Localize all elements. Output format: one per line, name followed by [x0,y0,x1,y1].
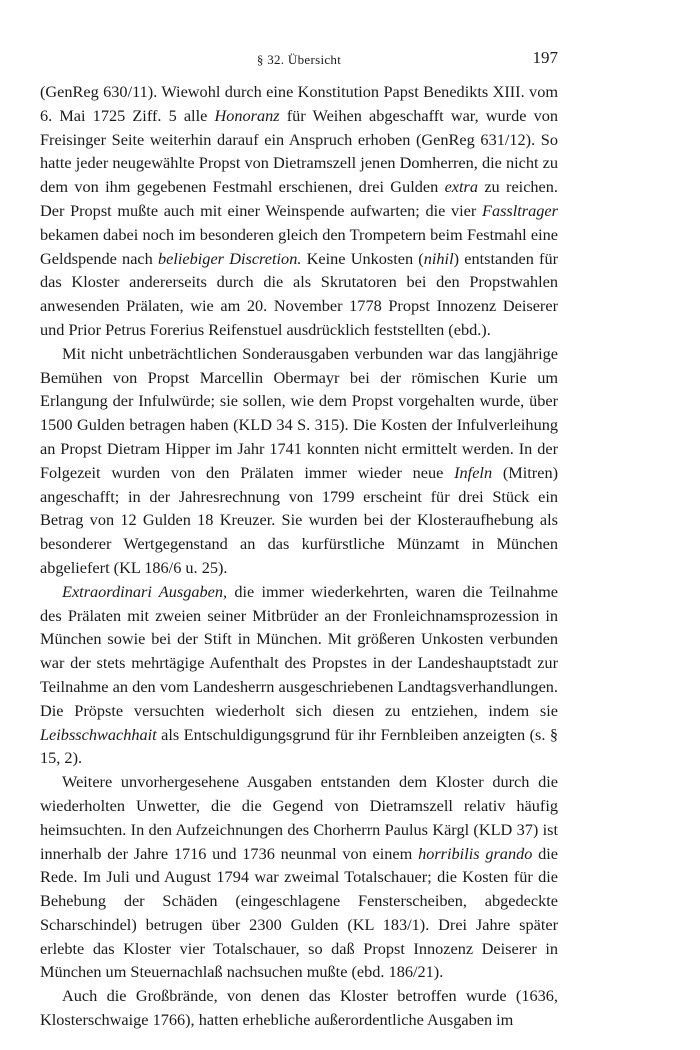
emphasized-term: Honoranz [214,105,280,125]
section-title: § 32. Übersicht [256,52,342,67]
emphasized-term: Leibsschwachhait [40,724,157,744]
text-run: Keine Unkosten ( [301,248,424,268]
text-run: Mit nicht unbeträchtlichen Sonderausgaben verbunden war das langjährige Bemühen von Propst Marcellin Obermayr bei der römischen Kurie um Erlangung der Infulwürde; sie sollen, wie dem Propst vorgehalten wurde, über 1500 Gulden betragen haben (KLD 34 S. 315). Die Kosten der Infulverleihung an Propst Dietram Hipper im Jahr 1741 konnten nicht ermittelt werden. In der Folgezeit wurden von den Prälaten immer wieder neue [40,343,558,482]
emphasized-term: beliebiger Discretion. [158,248,302,268]
paragraph [40,984,558,1032]
emphasized-term: Fassltrager [482,200,558,220]
emphasized-term: Infeln [454,462,493,482]
book-page [40,46,558,1032]
paragraph [40,770,558,984]
text-run: die Rede. Im Juli und August 1794 war zweimal Totalschauer; die Kosten für die Behebung der Schäden (eingeschlagene Fensterscheiben, abgedeckte Scharschindel) betrugen über 2300 Gulden (KL 183/1). Drei Jahre später erlebte das Kloster vier Totalschauer, so daß Propst Innozenz Deiserer in München um Steuernachlaß nachsuchen mußte (ebd. 186/21). [40,843,559,982]
emphasized-term: nihil [423,248,454,268]
text-run: bekamen dabei noch im besonderen gleich den Trompetern beim Festmahl eine Geldspende nach [40,224,558,268]
text-run: Auch die Großbrände, von denen das Kloster betroffen wurde (1636, Klosterschwaige 1766), hatten erhebliche außerordentliche Ausgaben im [40,986,558,1030]
paragraph [40,580,558,770]
paragraph [40,342,558,580]
emphasized-term: Extraordinari Ausgaben, [62,581,228,601]
emphasized-term: extra [444,177,479,197]
text-run: als Entschuldigungsgrund für ihr Fernbleiben anzeigten (s. § 15, 2). [40,724,558,768]
emphasized-term: horribilis grando [418,843,533,863]
running-header [40,46,558,70]
text-run: die immer wiederkehrten, waren die Teilnahme des Prälaten mit zweien seiner Mitbrüder an der Fronleichnamsprozession in München sowie bei der Stift in München. Mit größeren Unkosten verbunden war der stets mehrtägige Aufenthalt des Propstes in der Landeshauptstadt zur Teilnahme an den vom Landesherrn ausgeschriebenen Landtagsverhandlungen. Die Pröpste versuchten wiederholt sich diesen zu entziehen, indem sie [40,581,558,720]
text-run: für Weihen abgeschafft war, wurde von Freisinger Seite weiterhin darauf ein Anspruch erhoben (GenReg 631/12). So hatte jeder neugewählte Propst von Dietramszell jenen Domherren, die nicht zu dem von ihm gegebenen Festmahl erschienen, drei Gulden [40,105,558,197]
text-run: ) entstanden für das Kloster andererseits durch die als Skrutatoren bei den Propstwahlen anwesenden Prälaten, wie am 20. November 1778 Propst Innozenz Deiserer und Prior Petrus Forerius Reifenstuel ausdrücklich feststellten (ebd.). [40,248,559,339]
text-run: zu reichen. Der Propst mußte auch mit einer Weinspende aufwarten; die vier [40,177,558,220]
page-number: 197 [532,48,558,67]
body-text [40,80,558,1032]
paragraph [40,80,558,342]
text-run: (Mitren) angeschafft; in der Jahresrechnung von 1799 erscheint für drei Stück ein Betrag von 12 Gulden 18 Kreuzer. Sie wurden bei der Klosteraufhebung als besonderer Wertgegenstand an das kurfürstliche Münzamt in München abgeliefert (KL 186/6 u. 25). [40,462,559,577]
text-run: (GenReg 630/11). Wiewohl durch eine Konstitution Papst Benedikts XIII. vom 6. Mai 1725 Ziff. 5 alle [40,82,558,125]
text-run: Weitere unvorhergesehene Ausgaben entstanden dem Kloster durch die wiederholten Unwetter, die die Gegend von Dietramszell relativ häufig heimsuchten. In den Aufzeichnungen des Chorherrn Paulus Kärgl (KLD 37) ist innerhalb der Jahre 1716 und 1736 neunmal von einem [40,772,558,863]
